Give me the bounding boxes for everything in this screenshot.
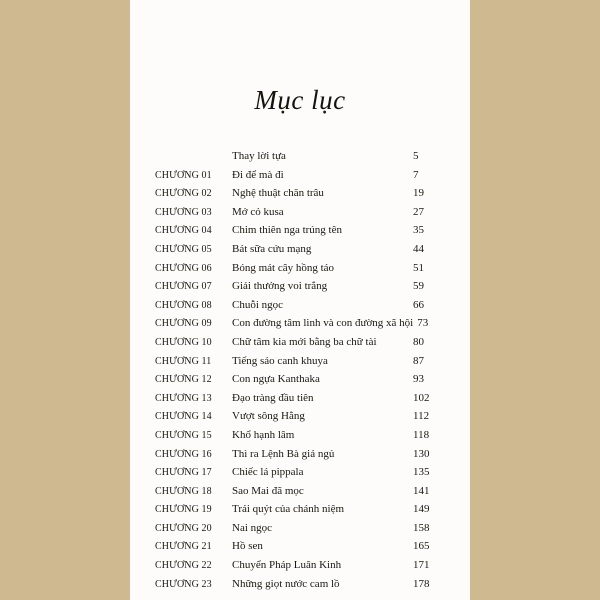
toc-chapter-label: CHƯƠNG 05	[155, 243, 212, 255]
toc-page-number: 66	[413, 298, 424, 311]
toc-chapter-label: CHƯƠNG 01	[155, 169, 212, 181]
toc-page-number: 5	[413, 150, 419, 162]
toc-entry-title: Bóng mát cây hồng táo	[232, 261, 335, 274]
toc-entry[interactable]	[155, 187, 447, 206]
table-of-contents	[155, 150, 447, 596]
toc-chapter-label: CHƯƠNG 10	[155, 336, 212, 348]
toc-entry[interactable]	[155, 448, 447, 467]
toc-page-number: 51	[413, 261, 424, 274]
toc-entry[interactable]	[155, 299, 447, 318]
toc-page-number: 130	[413, 447, 430, 460]
toc-entry-title: Chuyển Pháp Luân Kinh	[232, 559, 342, 572]
toc-entry[interactable]	[155, 410, 447, 429]
toc-page-number: 44	[413, 242, 424, 255]
toc-page-number: 112	[413, 410, 430, 423]
toc-page-number: 135	[413, 466, 430, 479]
toc-chapter-label: CHƯƠNG 18	[155, 485, 212, 497]
toc-chapter-label: CHƯƠNG 17	[155, 467, 212, 479]
toc-entry[interactable]	[155, 578, 447, 597]
toc-chapter-label: CHƯƠNG 12	[155, 374, 212, 386]
toc-entry[interactable]	[155, 522, 447, 541]
toc-chapter-label: CHƯƠNG 15	[155, 429, 212, 441]
toc-page-number: 178	[413, 577, 430, 590]
toc-entry-title: Tiếng sáo canh khuya	[232, 354, 328, 367]
toc-entry-title: Những giọt nước cam lồ	[232, 577, 340, 590]
toc-chapter-label: CHƯƠNG 16	[155, 448, 212, 460]
toc-entry-title: Nghệ thuật chăn trâu	[232, 187, 324, 200]
toc-entry[interactable]	[155, 485, 447, 504]
toc-entry-title: Khổ hạnh lâm	[232, 428, 295, 441]
toc-page-number: 171	[413, 559, 430, 572]
toc-entry-title: Giải thưởng voi trắng	[232, 280, 328, 293]
toc-entry[interactable]	[155, 392, 447, 411]
toc-entry[interactable]	[155, 243, 447, 262]
toc-chapter-label: CHƯƠNG 11	[155, 355, 212, 367]
toc-page-number: 102	[413, 391, 430, 404]
toc-entry-title: Sao Mai đã mọc	[232, 484, 304, 497]
toc-chapter-label: CHƯƠNG 06	[155, 262, 212, 274]
toc-entry-title: Đi để mà đi	[232, 168, 284, 181]
toc-entry-title: Chim thiên nga trúng tên	[232, 224, 342, 237]
toc-page-number: 27	[413, 205, 424, 218]
toc-chapter-label: CHƯƠNG 04	[155, 225, 212, 237]
toc-entry[interactable]	[155, 206, 447, 225]
toc-entry[interactable]	[155, 262, 447, 281]
toc-page-number: 7	[413, 168, 419, 181]
toc-page-number: 149	[413, 503, 430, 516]
page-title: Mục lục	[254, 85, 346, 115]
toc-entry-title: Chiếc lá pippala	[232, 466, 304, 479]
toc-chapter-label: CHƯƠNG 09	[155, 318, 212, 330]
toc-entry[interactable]	[155, 317, 447, 336]
toc-page-number: 73	[417, 317, 429, 330]
toc-page-number: 141	[413, 484, 430, 497]
toc-entry-title: Mớ cỏ kusa	[232, 205, 284, 218]
toc-entry[interactable]	[155, 429, 447, 448]
toc-entry-title: Hồ sen	[232, 540, 263, 553]
toc-page-number: 165	[413, 540, 430, 553]
toc-entry-title: Trái quýt của chánh niệm	[232, 503, 345, 516]
toc-entry[interactable]	[155, 224, 447, 243]
toc-page-number: 158	[413, 521, 430, 534]
toc-entry[interactable]	[155, 559, 447, 578]
toc-page-number: 35	[413, 224, 424, 237]
toc-entry[interactable]	[155, 503, 447, 522]
toc-entry[interactable]	[155, 150, 447, 169]
toc-entry-title: Con đường tâm linh và con đường xã hội	[232, 317, 414, 330]
toc-entry[interactable]	[155, 336, 447, 355]
toc-entry[interactable]	[155, 169, 447, 188]
toc-chapter-label: CHƯƠNG 14	[155, 411, 212, 423]
toc-chapter-label: CHƯƠNG 03	[155, 206, 212, 218]
toc-chapter-label: CHƯƠNG 23	[155, 578, 212, 590]
toc-page-number: 59	[413, 280, 424, 293]
toc-chapter-label: CHƯƠNG 19	[155, 504, 212, 516]
toc-chapter-label: CHƯƠNG 02	[155, 188, 212, 200]
toc-page-number: 87	[413, 354, 424, 367]
toc-entry-title: Bát sữa cứu mạng	[232, 242, 312, 255]
toc-chapter-label: CHƯƠNG 13	[155, 392, 212, 404]
toc-entry[interactable]	[155, 280, 447, 299]
toc-entry-title: Nai ngọc	[232, 521, 273, 534]
toc-page-number: 19	[413, 187, 424, 200]
toc-entry-title: Vượt sông Hằng	[232, 410, 305, 423]
toc-page-number: 80	[413, 335, 424, 348]
toc-entry-title: Con ngựa Kanthaka	[232, 373, 320, 386]
toc-chapter-label: CHƯƠNG 20	[155, 522, 212, 534]
toc-chapter-label: CHƯƠNG 08	[155, 299, 212, 311]
book-page	[130, 0, 470, 600]
toc-chapter-label: CHƯƠNG 22	[155, 560, 212, 572]
toc-page-number: 93	[413, 373, 424, 386]
toc-entry[interactable]	[155, 466, 447, 485]
toc-entry-title: Thì ra Lệnh Bà giả ngủ	[232, 447, 335, 460]
toc-page-number: 118	[413, 428, 430, 441]
toc-entry-title: Đạo tràng đầu tiên	[232, 391, 314, 404]
toc-entry-title: Thay lời tựa	[232, 150, 286, 162]
toc-entry[interactable]	[155, 355, 447, 374]
toc-chapter-label: CHƯƠNG 07	[155, 281, 212, 293]
toc-entry[interactable]	[155, 373, 447, 392]
toc-chapter-label: CHƯƠNG 21	[155, 541, 212, 553]
toc-entry-title: Chữ tâm kia mới bằng ba chữ tài	[232, 335, 377, 348]
toc-entry[interactable]	[155, 540, 447, 559]
toc-entry-title: Chuỗi ngọc	[232, 298, 284, 311]
